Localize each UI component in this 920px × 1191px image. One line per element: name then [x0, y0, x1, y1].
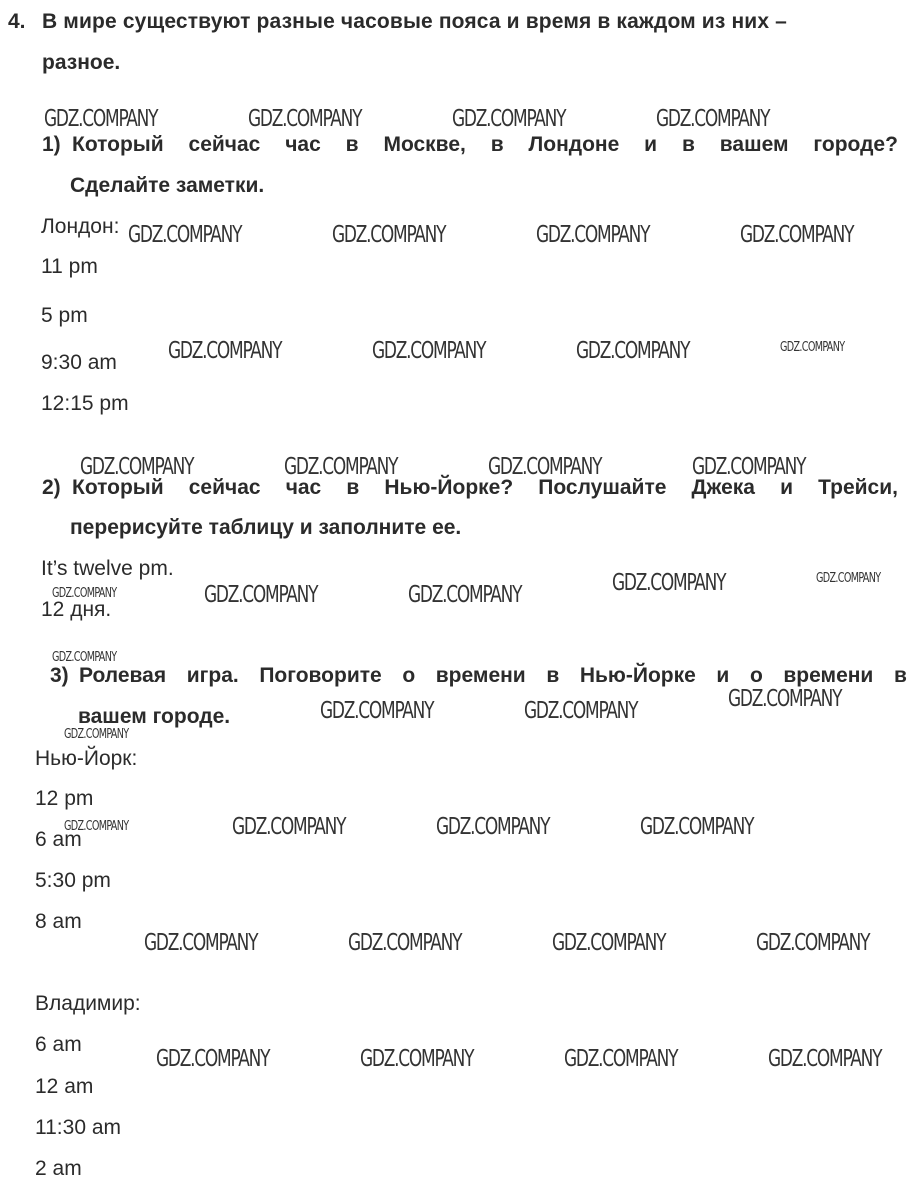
question-word: и [780, 476, 793, 499]
london-time-1: 11 pm [41, 255, 98, 278]
watermark: GDZ.COMPANY [128, 222, 242, 248]
question-word: Москве, [383, 133, 466, 156]
q3-number: 3) [50, 664, 69, 687]
watermark: GDZ.COMPANY [436, 814, 550, 840]
question-word: и [644, 133, 658, 156]
watermark: GDZ.COMPANY [204, 582, 318, 608]
watermark: GDZ.COMPANY [780, 340, 845, 355]
watermark: GDZ.COMPANY [52, 586, 117, 601]
watermark: GDZ.COMPANY [768, 1046, 882, 1072]
question-word: Нью-Йорке? [384, 476, 514, 499]
question-word: о [402, 664, 416, 687]
question-word: Послушайте [538, 476, 667, 499]
q3-question-line2: вашем городе. [78, 705, 231, 728]
question-word: Который [72, 476, 164, 499]
question-word: в [893, 664, 907, 687]
vladimir-time-4: 2 am [35, 1157, 82, 1180]
q2-answer-en: It’s twelve pm. [41, 557, 174, 580]
question-word: Ролевая [79, 664, 167, 687]
question-word: час [285, 133, 321, 156]
q1-number: 1) [42, 133, 61, 156]
newyork-time-3: 5:30 pm [35, 869, 111, 892]
q2-answer-ru: 12 дня. [41, 598, 112, 621]
q1-question-line2: Сделайте заметки. [70, 174, 265, 197]
watermark: GDZ.COMPANY [168, 338, 282, 364]
watermark: GDZ.COMPANY [348, 930, 462, 956]
question-word: в [346, 476, 360, 499]
question-word: Лондоне [528, 133, 620, 156]
question-word: в [345, 133, 359, 156]
watermark: GDZ.COMPANY [564, 1046, 678, 1072]
question-word: и [716, 664, 730, 687]
watermark: GDZ.COMPANY [360, 1046, 474, 1072]
newyork-time-1: 12 pm [35, 787, 94, 810]
watermark: GDZ.COMPANY [728, 686, 842, 712]
watermark: GDZ.COMPANY [488, 454, 602, 480]
vladimir-label: Владимир: [35, 992, 141, 1015]
watermark: GDZ.COMPANY [64, 819, 129, 834]
question-word: сейчас [188, 133, 261, 156]
vladimir-time-2: 12 am [35, 1075, 94, 1098]
watermark: GDZ.COMPANY [656, 106, 770, 132]
watermark: GDZ.COMPANY [816, 571, 881, 586]
question-word: игра. [186, 664, 239, 687]
watermark: GDZ.COMPANY [408, 582, 522, 608]
watermark: GDZ.COMPANY [372, 338, 486, 364]
watermark: GDZ.COMPANY [232, 814, 346, 840]
watermark: GDZ.COMPANY [552, 930, 666, 956]
question-word: в [490, 133, 504, 156]
task-title-line1: В мире существуют разные часовые пояса и время в каждом из них – [42, 10, 787, 33]
watermark: GDZ.COMPANY [284, 454, 398, 480]
watermark: GDZ.COMPANY [612, 570, 726, 596]
london-label: Лондон: [41, 215, 120, 238]
watermark: GDZ.COMPANY [692, 454, 806, 480]
watermark: GDZ.COMPANY [248, 106, 362, 132]
newyork-label: Нью-Йорк: [35, 747, 138, 770]
watermark: GDZ.COMPANY [332, 222, 446, 248]
vladimir-time-1: 6 am [35, 1033, 82, 1056]
watermark: GDZ.COMPANY [156, 1046, 270, 1072]
q2-question-line2: перерисуйте таблицу и заполните ее. [70, 516, 462, 539]
watermark: GDZ.COMPANY [524, 698, 638, 724]
newyork-time-4: 8 am [35, 910, 82, 933]
q1-question-line1 [72, 130, 898, 160]
watermark: GDZ.COMPANY [452, 106, 566, 132]
question-word: времени [783, 664, 874, 687]
question-word: городе? [813, 133, 898, 156]
question-word: вашем [719, 133, 789, 156]
london-time-4: 12:15 pm [41, 392, 129, 415]
watermark: GDZ.COMPANY [320, 698, 434, 724]
watermark: GDZ.COMPANY [640, 814, 754, 840]
watermark: GDZ.COMPANY [740, 222, 854, 248]
watermark: GDZ.COMPANY [144, 930, 258, 956]
question-word: Поговорите [259, 664, 382, 687]
london-time-2: 5 pm [41, 304, 88, 327]
london-time-3: 9:30 am [41, 351, 117, 374]
watermark: GDZ.COMPANY [64, 727, 129, 742]
question-word: час [285, 476, 322, 499]
watermark: GDZ.COMPANY [536, 222, 650, 248]
task-title-line2: разное. [42, 51, 121, 74]
newyork-time-2: 6 am [35, 828, 82, 851]
watermark: GDZ.COMPANY [576, 338, 690, 364]
watermark: GDZ.COMPANY [44, 106, 158, 132]
question-word: Трейси, [818, 476, 898, 499]
q2-number: 2) [42, 476, 61, 499]
question-word: о [749, 664, 763, 687]
question-word: Нью-Йорке [579, 664, 696, 687]
watermark: GDZ.COMPANY [52, 650, 117, 665]
watermark: GDZ.COMPANY [80, 454, 194, 480]
question-word: Джека [691, 476, 755, 499]
question-word: в [681, 133, 695, 156]
question-word: в [546, 664, 560, 687]
task-number: 4. [8, 10, 26, 33]
question-word: сейчас [188, 476, 261, 499]
question-word: Который [72, 133, 164, 156]
watermark: GDZ.COMPANY [756, 930, 870, 956]
vladimir-time-3: 11:30 am [35, 1116, 121, 1139]
question-word: времени [435, 664, 526, 687]
